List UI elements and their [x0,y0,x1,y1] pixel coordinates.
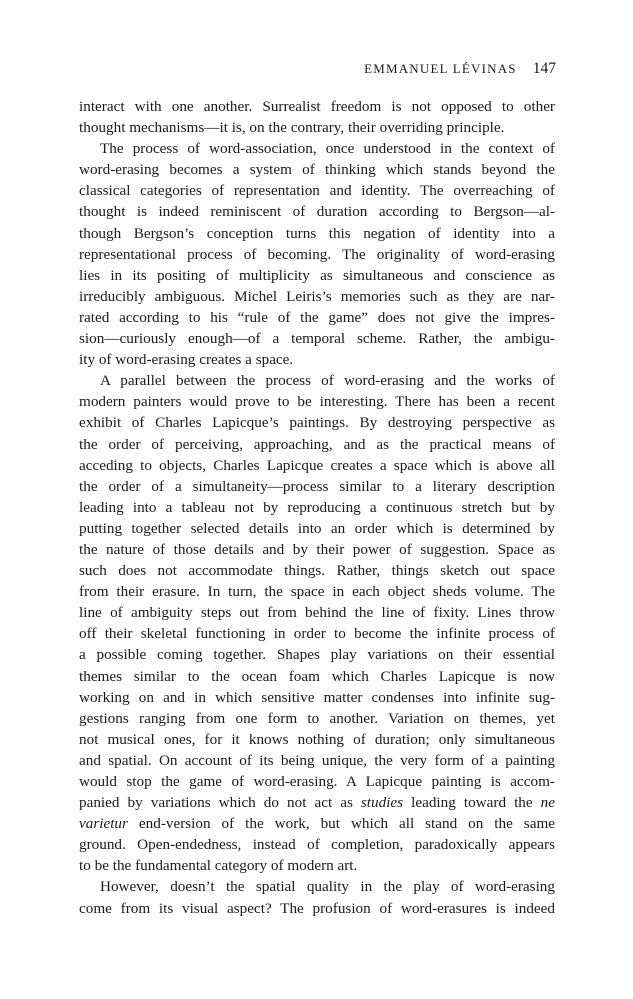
text-line [79,813,555,834]
text-line: the order of a simultaneity—process similar to a literary description [79,477,555,495]
text-line: exhibit of Charles Lapicque’s paintings. By destroying perspective as [79,414,555,432]
text-line: thought is indeed reminiscent of duration according to Bergson—al- [79,203,555,221]
text-line: ity of word-erasing creates a space. [79,351,294,369]
text-line: working on and in which sensitive matter condenses into infinite sug- [79,688,555,706]
italic-phrase: ne [540,794,555,812]
text-run: leading toward the [403,794,541,812]
text-line: not musical ones, for it knows nothing of duration; only simultaneous [79,730,555,748]
text-run: end-version of the work, but which all stand on the same [127,815,555,833]
text-line: gestions ranging from one form to another. Variation on themes, yet [79,709,555,727]
text-line: off their skeletal functioning in order to become the infinite process of [79,625,555,643]
text-line: the nature of those details and by their power of suggestion. Space as [79,540,555,558]
text-line: to be the fundamental category of modern art. [79,857,358,875]
text-line: such does not accommodate things. Rather, things sketch out space [79,562,555,580]
text-line: The process of word-association, once understood in the context of [100,140,555,158]
italic-phrase: studies [360,794,404,812]
text-line: would stop the game of word-erasing. A Lapicque painting is accom- [79,773,555,790]
running-head [364,60,556,78]
text-line: representational process of becoming. The originality of word-erasing [79,245,555,263]
text-line: putting together selected details into an order which is determined by [79,519,555,537]
text-line: word-erasing becomes a system of thinking which stands beyond the [79,161,555,179]
text-line: rated according to his “rule of the game” does not give the impres- [79,308,555,326]
text-line: themes similar to the ocean foam which Charles Lapicque is now [79,667,555,685]
text-line: though Bergson’s conception turns this negation of identity into a [79,224,555,242]
text-line: leading into a tableau not by reproducing a continuous stretch but by [79,498,555,516]
text-line: irreducibly ambiguous. Michel Leiris’s memories such as they are nar- [79,287,555,305]
text-line: lies in its positing of multiplicity as simultaneous and conscience as [79,266,555,284]
text-line: from their erasure. In turn, the space in each object sheds volume. The [79,583,555,601]
text-line [79,792,555,813]
text-line: classical categories of representation and identity. The overreaching of [79,182,555,200]
text-line: However, doesn’t the spatial quality in the play of word-erasing [100,878,555,896]
running-head-author: EMMANUEL LÉVINAS [364,61,517,76]
text-line: a possible coming together. Shapes play variations on their essential [79,646,555,664]
text-line: thought mechanisms—it is, on the contrary, their overriding principle. [79,119,505,137]
text-run: panied by variations which do not act as [79,794,361,812]
text-line: line of ambiguity steps out from behind the line of fixity. Lines throw [79,604,555,622]
text-line: and spatial. On account of its being unique, the very form of a painting [79,751,555,769]
text-line: modern painters would prove to be interesting. There has been a recent [79,393,555,411]
text-line: acceding to objects, Charles Lapicque creates a space which is above all [79,456,555,474]
text-line: come from its visual aspect? The profusion of word-erasures is indeed [79,899,555,917]
text-line: ground. Open-endedness, instead of completion, paradoxically appears [79,836,555,854]
body-text [79,96,555,919]
italic-phrase: varietur [79,815,128,833]
text-line: the order of perceiving, approaching, and as the practical means of [79,435,555,453]
text-line: A parallel between the process of word-erasing and the works of [100,372,555,390]
page-number: 147 [532,60,556,77]
text-line: interact with one another. Surrealist freedom is not opposed to other [79,98,555,115]
text-line: sion—curiously enough—of a temporal scheme. Rather, the ambigu- [79,330,555,348]
